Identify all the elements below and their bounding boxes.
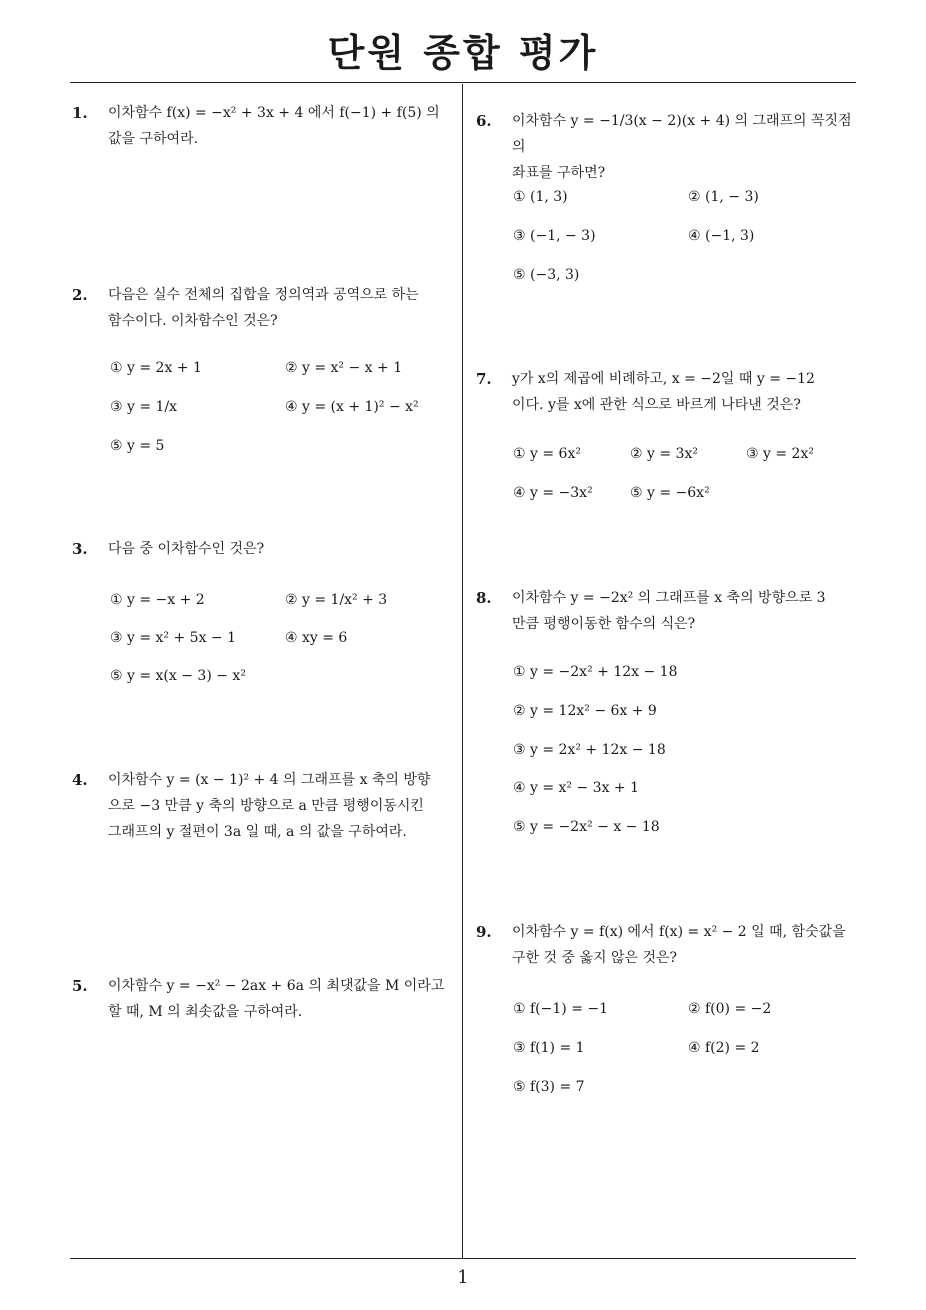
question-number: 5. [72,977,88,995]
choice-2[interactable]: ② (1, − 3) [688,189,759,205]
choice-4[interactable]: ④ y = −3x² [513,485,593,501]
question-text [512,585,826,637]
choice-1[interactable]: ① y = −2x² + 12x − 18 [513,664,678,680]
choice-2[interactable]: ② y = 12x² − 6x + 9 [513,703,657,719]
question-number: 2. [72,286,88,304]
question-text [108,767,430,845]
question-text [108,536,264,562]
question-line: 만큼 평행이동한 함수의 식은? [512,616,696,632]
choice-5[interactable]: ⑤ y = 5 [110,438,165,454]
question-number: 4. [72,771,88,789]
question-text [108,973,444,1025]
choice-4[interactable]: ④ (−1, 3) [688,228,755,244]
choice-4[interactable]: ④ y = (x + 1)² − x² [285,399,419,415]
choice-1[interactable]: ① f(−1) = −1 [513,1001,609,1017]
top-divider [70,82,856,83]
choice-2[interactable]: ② y = 3x² [630,446,698,462]
question-text [512,108,861,186]
choice-4[interactable]: ④ y = x² − 3x + 1 [513,780,640,796]
question-number: 6. [476,112,492,130]
page-number: 1 [457,1267,469,1288]
choice-3[interactable]: ③ y = 2x² [746,446,814,462]
question-line: 값을 구하여라. [108,131,199,147]
question-line: 이차함수 y = −1/3(x − 2)(x + 4) 의 그래프의 꼭짓점의 [512,113,852,155]
choice-4[interactable]: ④ xy = 6 [285,630,348,646]
question-line: 함수이다. 이차함수인 것은? [108,313,278,329]
question-number: 8. [476,589,492,607]
question-line: 다음 중 이차함수인 것은? [108,541,265,557]
choice-1[interactable]: ① (1, 3) [513,189,568,205]
question-line: 구한 것 중 옳지 않은 것은? [512,950,677,966]
choice-3[interactable]: ③ f(1) = 1 [513,1040,585,1056]
question-line: 그래프의 y 절편이 3a 일 때, a 의 값을 구하여라. [108,824,407,840]
bottom-divider [70,1258,856,1259]
choice-2[interactable]: ② y = x² − x + 1 [285,360,403,376]
choice-3[interactable]: ③ (−1, − 3) [513,228,596,244]
question-number: 7. [476,370,492,388]
choice-5[interactable]: ⑤ y = x(x − 3) − x² [110,668,246,684]
choice-3[interactable]: ③ y = 2x² + 12x − 18 [513,742,666,758]
question-line: 할 때, M 의 최솟값을 구하여라. [108,1004,303,1020]
choice-3[interactable]: ③ y = 1/x [110,399,178,415]
question-text [512,919,846,971]
choice-5[interactable]: ⑤ y = −6x² [630,485,710,501]
question-number: 3. [72,540,88,558]
choice-4[interactable]: ④ f(2) = 2 [688,1040,760,1056]
question-text [108,282,419,334]
question-line: 이차함수 y = −2x² 의 그래프를 x 축의 방향으로 3 [512,590,826,606]
question-line: 이차함수 f(x) = −x² + 3x + 4 에서 f(−1) + f(5) 의 [108,105,440,121]
choice-1[interactable]: ① y = 6x² [513,446,581,462]
choice-2[interactable]: ② y = 1/x² + 3 [285,592,388,608]
question-line: y가 x의 제곱에 비례하고, x = −2일 때 y = −12 [512,371,815,387]
question-line: 이차함수 y = f(x) 에서 f(x) = x² − 2 일 때, 함숫값을 [512,924,846,940]
choice-5[interactable]: ⑤ f(3) = 7 [513,1079,585,1095]
question-line: 이다. y를 x에 관한 식으로 바르게 나타낸 것은? [512,397,801,413]
question-line: 다음은 실수 전체의 집합을 정의역과 공역으로 하는 [108,287,419,303]
column-divider [462,84,463,1259]
question-number: 9. [476,923,492,941]
choice-1[interactable]: ① y = −x + 2 [110,592,205,608]
question-line: 이차함수 y = −x² − 2ax + 6a 의 최댓값을 M 이라고 [108,978,445,994]
question-line: 으로 −3 만큼 y 축의 방향으로 a 만큼 평행이동시킨 [108,798,424,814]
question-line: 이차함수 y = (x − 1)² + 4 의 그래프를 x 축의 방향 [108,772,431,788]
question-text [512,366,815,418]
question-line: 좌표를 구하면? [512,165,606,181]
choice-5[interactable]: ⑤ y = −2x² − x − 18 [513,819,660,835]
page-title: 단원 종합 평가 [327,31,599,75]
choice-2[interactable]: ② f(0) = −2 [688,1001,772,1017]
question-number: 1. [72,104,88,122]
choice-5[interactable]: ⑤ (−3, 3) [513,267,580,283]
question-text [108,100,440,152]
choice-3[interactable]: ③ y = x² + 5x − 1 [110,630,237,646]
choice-1[interactable]: ① y = 2x + 1 [110,360,202,376]
